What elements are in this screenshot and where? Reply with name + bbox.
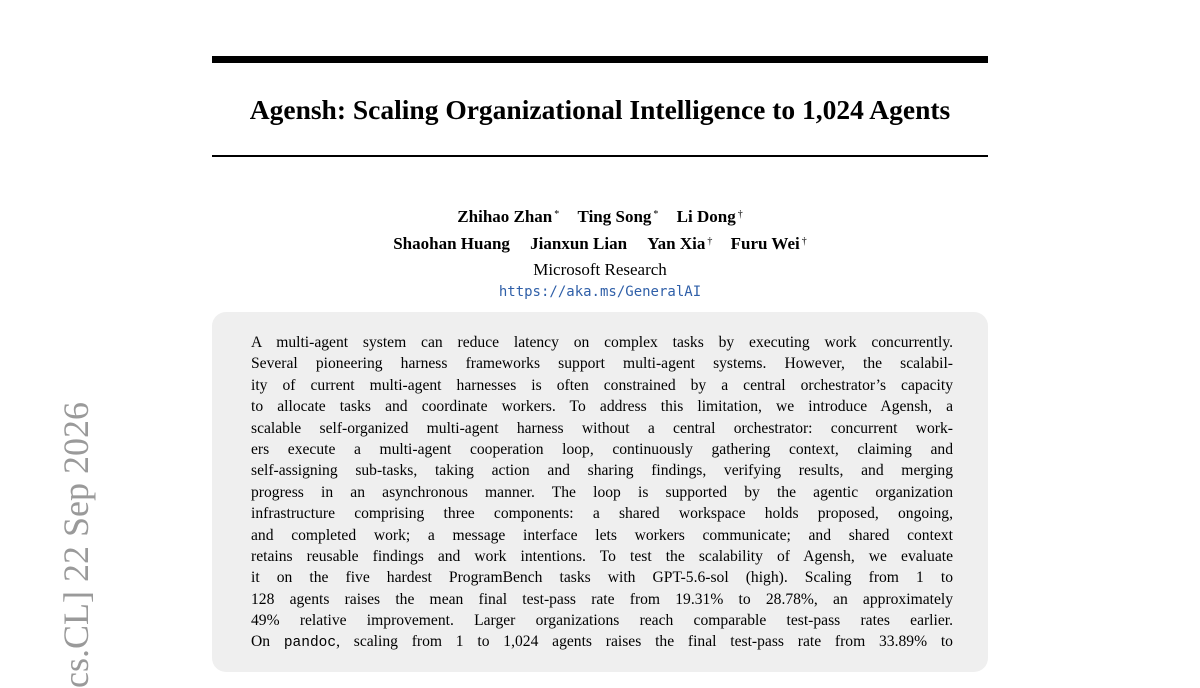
author-name: Li Dong (676, 207, 736, 226)
author (457, 207, 559, 227)
abstract-line: scalable self-organized multi-agent harness without a central orchestrator: concurrent work- (251, 419, 953, 437)
author (530, 234, 629, 254)
affiliation: Microsoft Research (533, 260, 667, 279)
abstract-line: 128 agents raises the mean final test-pass rate from 19.31% to 28.78%, an approximately (251, 590, 953, 608)
author-mark: † (801, 236, 807, 247)
author-mark: * (554, 209, 560, 220)
abstract-text: , scaling from 1 to 1,024 agents raises the final test-pass rate from 33.89% to (336, 633, 953, 651)
abstract-line: to allocate tasks and coordinate workers. To address this limitation, we introduce Agensh, a (251, 398, 953, 416)
paper-title: Agensh: Scaling Organizational Intelligence to 1,024 Agents (249, 94, 951, 125)
abstract-line: infrastructure comprising three components: a shared workspace holds proposed, ongoing, (251, 505, 953, 523)
abstract-line: self-assigning sub-tasks, taking action and sharing findings, verifying results, and merging (251, 462, 953, 480)
author-name: Zhihao Zhan (457, 207, 553, 226)
abstract-line: A multi-agent system can reduce latency on complex tasks by executing work concurrently. (251, 334, 953, 351)
abstract-line: it on the five hardest ProgramBench tasks with GPT-5.6-sol (high). Scaling from 1 to (251, 569, 953, 587)
author (578, 207, 659, 227)
abstract-line: 49% relative improvement. Larger organizations reach comparable test-pass rates earlier. (251, 612, 953, 630)
author-name: Yan Xia (647, 234, 706, 253)
abstract-text: On (251, 633, 284, 651)
author-name: Jianxun Lian (530, 234, 628, 253)
abstract-line-last (251, 631, 953, 652)
author (677, 207, 743, 227)
author-mark: * (653, 209, 659, 220)
top-rule (212, 56, 988, 63)
author (731, 234, 807, 254)
code-term: pandoc (283, 635, 337, 652)
abstract-line: progress in an asynchronous manner. The loop is supported by the agentic organization (251, 483, 953, 501)
abstract-line: ity of current multi-agent harnesses is often constrained by a central orchestrator’s capacity (251, 376, 953, 394)
author-name: Furu Wei (730, 234, 800, 253)
authors-line-1 (212, 207, 988, 227)
author-mark: † (737, 209, 743, 220)
project-link[interactable]: https://aka.ms/GeneralAI (498, 284, 702, 300)
author (393, 234, 512, 254)
abstract-line: and completed work; a message interface lets workers communicate; and shared context (251, 526, 953, 544)
arxiv-stamp (20, 330, 120, 688)
authors-line-2 (212, 234, 988, 254)
abstract-line: Several pioneering harness frameworks support multi-agent systems. However, the scalabil- (251, 355, 953, 373)
title-rule (212, 155, 988, 157)
author-name: Shaohan Huang (393, 234, 510, 253)
author (647, 234, 712, 254)
author-mark: † (707, 236, 713, 247)
abstract (251, 332, 953, 653)
author-name: Ting Song (577, 207, 652, 226)
abstract-line: ers execute a multi-agent cooperation loop, continuously gathering context, claiming and (251, 440, 953, 458)
abstract-line: retains reusable findings and work intentions. To test the scalability of Agensh, we evaluate (251, 547, 953, 565)
arxiv-stamp-text: cs.CL] 22 Sep 2026 (56, 402, 96, 688)
